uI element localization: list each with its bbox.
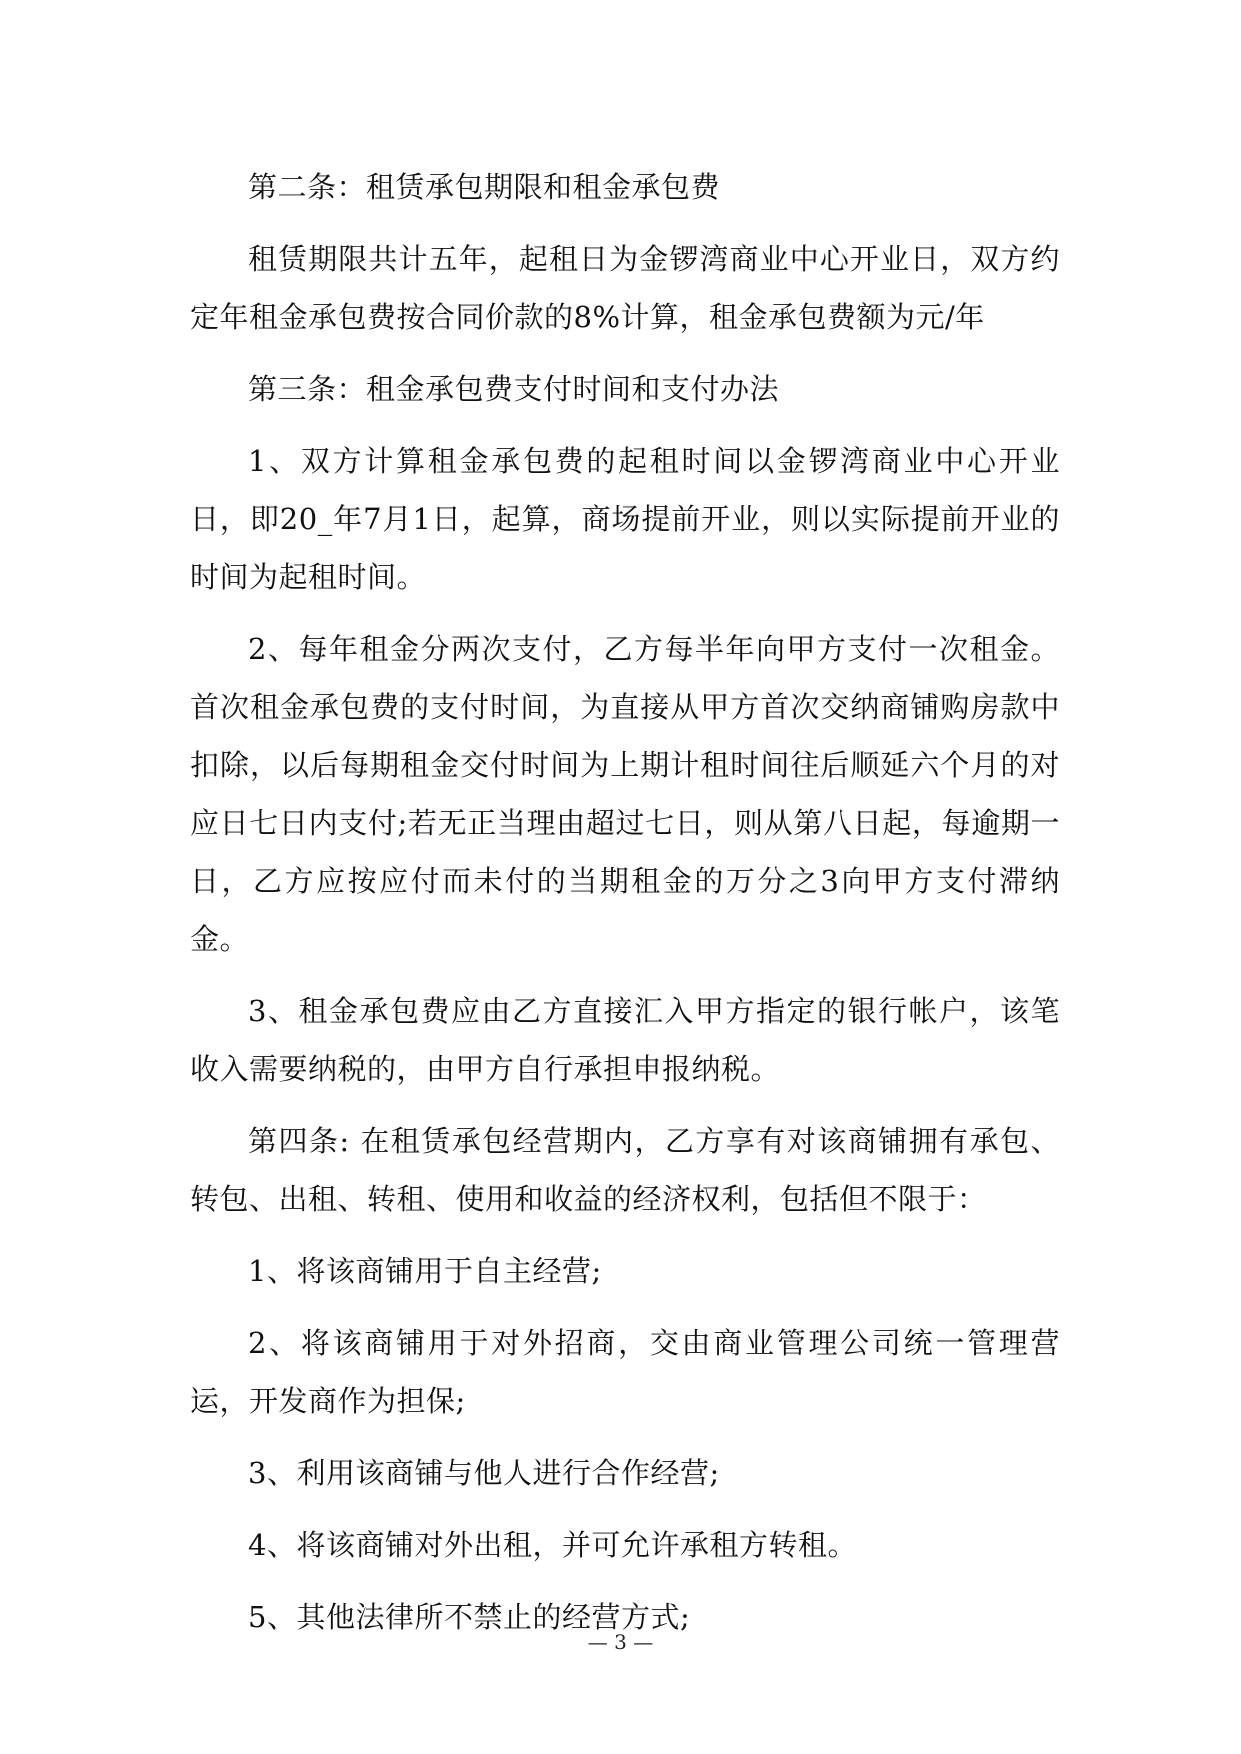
document-body — [190, 158, 1060, 1660]
article-3-heading: 第三条：租金承包费支付时间和支付办法 — [248, 372, 780, 406]
article-4-item-1: 1、将该商铺用于自主经营; — [248, 1254, 602, 1288]
article-3-clause-1: 1、双方计算租金承包费的起租时间以金锣湾商业中心开业日，即20_年7月1日，起算，商场提前开业，则以实际提前开业的时间为起租时间。 — [190, 444, 1060, 594]
page-number: — 3 — — [587, 1630, 654, 1654]
article-3-clause-2: 2、每年租金分两次支付，乙方每半年向甲方支付一次租金。首次租金承包费的支付时间，为直接从甲方首次交纳商铺购房款中扣除，以后每期租金交付时间为上期计租时间往后顺延六个月的对应日七日内支付;若无正当理由超过七日，则从第八日起，每逾期一日，乙方应按应付而未付的当期租金的万分之3向甲方支付滞纳金。 — [190, 632, 1060, 956]
article-3-clause-3: 3、租金承包费应由乙方直接汇入甲方指定的银行帐户，该笔收入需要纳税的，由甲方自行承担申报纳税。 — [190, 994, 1060, 1086]
article-4-item-3: 3、利用该商铺与他人进行合作经营; — [248, 1456, 720, 1490]
article-4-item-2: 2、将该商铺用于对外招商，交由商业管理公司统一管理营运，开发商作为担保; — [190, 1326, 1060, 1418]
article-2-heading: 第二条：租赁承包期限和租金承包费 — [248, 170, 721, 204]
article-2-lease-term: 租赁期限共计五年，起租日为金锣湾商业中心开业日，双方约定年租金承包费按合同价款的8%计算，租金承包费额为元/年 — [190, 242, 1060, 334]
article-4-heading: 第四条: 在租赁承包经营期内，乙方享有对该商铺拥有承包、转包、出租、转租、使用和收益的经济权利，包括但不限于： — [190, 1124, 1060, 1216]
article-4-item-5: 5、其他法律所不禁止的经营方式; — [248, 1600, 691, 1634]
article-4-item-4: 4、将该商铺对外出租，并可允许承租方转租。 — [248, 1528, 857, 1562]
